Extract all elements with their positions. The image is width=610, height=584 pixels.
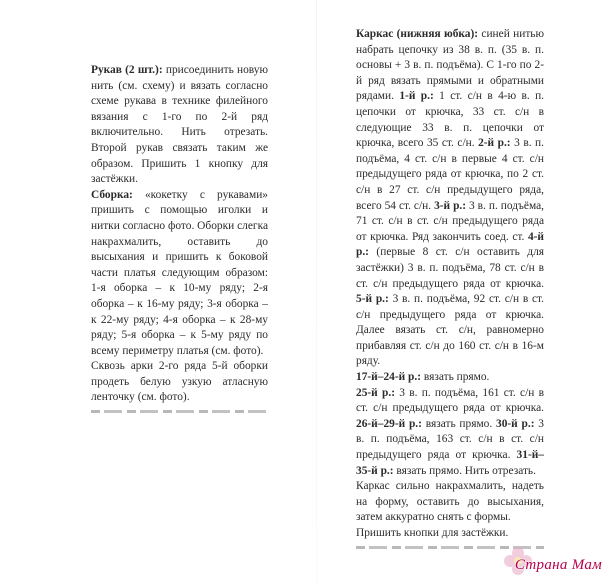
cropped-text-line (91, 408, 268, 413)
assembly-text: «кокетку с рукавами» пришить с помощью иголки и нитки согласно фото. Оборки слегка накрахмалить, оставить до высыхания и пришить к боковой части платья следующим образом: 1-я оборка – к 10-му ряду; 2-я оборка – к 16-му ряду; 3-я оборка – к 22-му ряду; 4-я оборка – к 28-му ряду; 5-я оборка – к 5-му ряду по всему периметру платья (см. фото). (91, 188, 268, 357)
arch-paragraph (91, 359, 268, 406)
row-4-text: (первые 8 ст. с/н оставить для застёжки) 3 в. п. подъёма, 78 ст. с/н в ст. с/н предыдущего ряда от крючка. (356, 246, 544, 290)
sleeve-heading: Рукав (2 шт.): (91, 64, 163, 76)
row-25-text: 3 в. п. подъёма, 161 ст. с/н в ст. с/н предыдущего ряда от крючка. (356, 386, 544, 415)
right-text-column (356, 27, 544, 549)
frame-intro: синей нитью набрать цепочку из 38 в. п. (35 в. п. основы + 3 в. п. подъёма). С 1-го по 2-й ряд вязать прямыми и обратными рядами. (356, 28, 544, 103)
sleeve-paragraph (91, 63, 268, 188)
row-3-label: 3-й р.: (434, 199, 467, 212)
arch-text: Сквозь арки 2-го ряда 5-й оборки продеть белую узкую атласную ленточку (см. фото). (91, 360, 268, 404)
assembly-paragraph (91, 188, 268, 360)
assembly-heading: Сборка: (91, 188, 133, 201)
frame-heading: Каркас (нижняя юбка): (356, 28, 479, 40)
row-30-text: 3 в. п. подъёма, 163 ст. с/н в ст. с/н предыдущего ряда от крючка. (356, 417, 544, 462)
row-26-text: вязать прямо. (421, 417, 496, 430)
row-17-text: вязать прямо. (421, 371, 490, 384)
sleeve-text: присоединить новую нить (см. схему) и вязать согласно схеме рукава в технике филейного вязания с 1-го по 2-й ряд включительно. Нить отрезать. Второй рукав связать таким же образом. Пришить 1 кнопку для застёжки. (91, 64, 268, 186)
row-30-label: 30-й р.: (496, 417, 535, 430)
row-31-label: 31-й–35-й р.: (356, 449, 544, 477)
row-4-label: 4-й р.: (356, 230, 544, 259)
row-2-label: 2-й р.: (478, 137, 511, 150)
site-watermark: Страна Мам (514, 557, 602, 573)
starch-paragraph (356, 479, 544, 526)
row-2-text: 3 в. п. подъёма, 4 ст. с/н в первые 4 ст. с/н предыдущего ряда от крючка, по 2 ст. с/н в 27 ст. с/н предыдущего ряда, всего 54 ст. с/н. (356, 137, 544, 212)
row-26-label: 26-й–29-й р.: (356, 417, 422, 430)
row-1-label: 1-й р.: (399, 90, 434, 103)
row-17-label: 17-й–24-й р.: (356, 371, 422, 384)
row-5-text: 3 в. п. подъёма, 92 ст. с/н в ст. с/н предыдущего ряда от крючка. Далее вязать ст. с/н, равномерно прибавляя ст. с/н до 160 ст. с/н в 16-м ряду. (356, 293, 545, 368)
row-5-label: 5-й р.: (356, 293, 389, 306)
rows-17-35-paragraph (356, 370, 544, 479)
left-text-column (91, 63, 268, 413)
scan-crease (316, 0, 317, 584)
row-1-text: 1 ст. с/н в 4-ю в. п. цепочки от крючка, 33 ст. с/н в следующие 33 в. п. цепочки от крючка, всего 35 ст. с/н. (356, 90, 545, 150)
frame-paragraph (356, 27, 544, 370)
row-3-text: 3 в. п. подъёма, 71 ст. с/н в ст. с/н предыдущего ряда от крючка. Ряд закончить соед. ст. (356, 199, 544, 243)
starch-text: Каркас сильно накрахмалить, надеть на форму, оставить до высыхания, затем аккуратно снять с формы. (356, 480, 544, 524)
buttons-paragraph (356, 526, 544, 542)
row-25-label: 25-й р.: (356, 386, 395, 399)
buttons-text: Пришить кнопки для застёжки. (356, 527, 509, 539)
row-31-text: вязать прямо. Нить отрезать. (393, 464, 536, 477)
